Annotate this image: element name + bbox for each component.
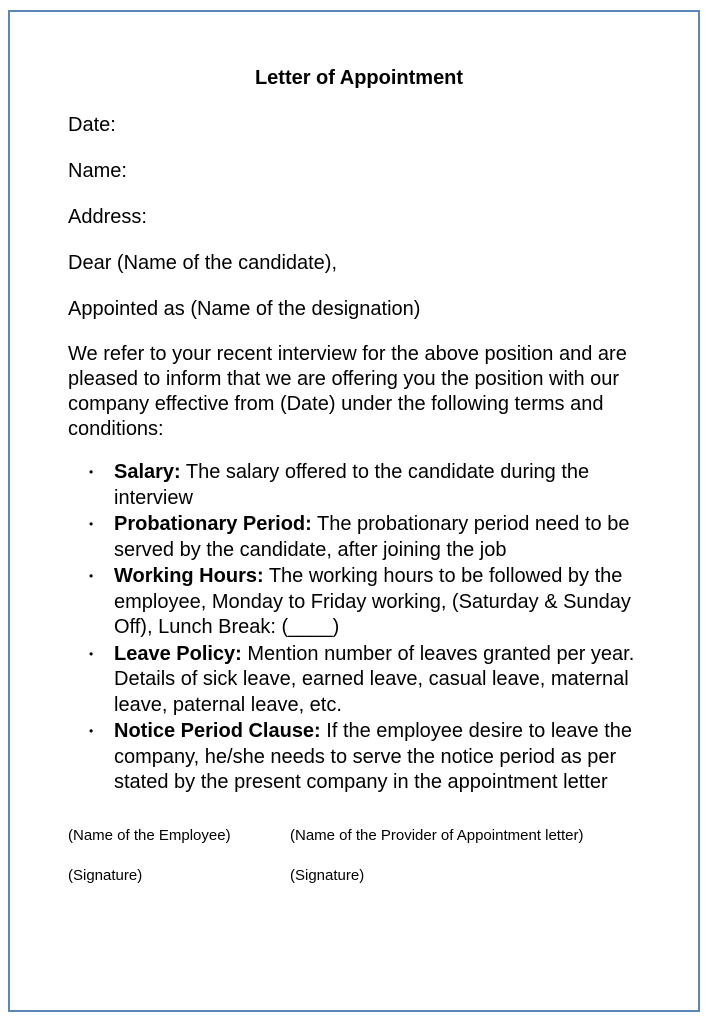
intro-paragraph: We refer to your recent interview for the above position and are pleased to inform that we are offering you the position with our company effective from (Date) under the following terms and conditions: [68,343,627,440]
employee-name-label: (Name of the Employee) [68,826,231,844]
salutation: Dear (Name of the candidate), [68,252,338,274]
provider-signature-label: (Signature) [290,866,365,884]
letter-title: Letter of Appointment [254,67,464,89]
address-field: Address: [68,206,147,228]
term-working-hours [89,564,654,641]
bullet-icon: • [89,569,94,583]
bullet-icon: • [89,465,94,479]
bullet-icon: • [89,724,94,738]
term-text: The working hours to be followed by the employee, Monday to Friday working, (Saturday & Sunday Off), Lunch Break: (____) [114,565,631,638]
term-text: If the employee desire to leave the company, he/she needs to serve the notice period as per stated by the present company in the appointment letter [114,720,633,793]
term-text: The salary offered to the candidate during the interview [114,461,590,509]
term-label: Leave Policy: [114,642,242,665]
provider-name-label: (Name of the Provider of Appointment letter) [290,826,584,844]
signature-row [68,866,658,886]
term-salary [89,460,654,511]
term-leave-policy [89,642,654,719]
employee-signature-label: (Signature) [68,866,143,884]
terms-list [68,460,654,796]
term-probationary-period [89,512,654,563]
letter-body [68,64,658,886]
term-text: The probationary period need to be served by the candidate, after joining the job [114,513,630,561]
appointed-as-line: Appointed as (Name of the designation) [68,298,421,320]
date-field: Date: [68,114,116,136]
name-field: Name: [68,160,127,182]
term-text: Mention number of leaves granted per year. Details of sick leave, earned leave, casual leave, maternal leave, paternal leave, etc. [114,642,635,716]
term-label: Salary: [114,461,181,483]
term-label: Working Hours: [114,565,264,587]
term-notice-period [89,719,654,796]
term-label: Notice Period Clause: [114,720,321,742]
bullet-icon: • [89,517,94,531]
signature-names-row [68,826,658,846]
term-label: Probationary Period: [114,513,312,535]
bullet-icon: • [89,646,94,661]
